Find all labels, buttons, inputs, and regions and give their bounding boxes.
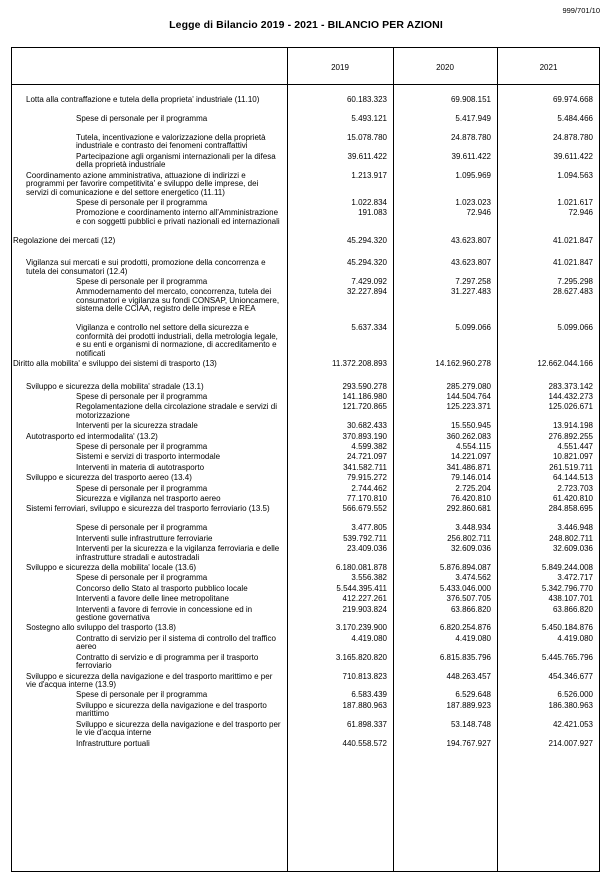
column-header-2021: 2021 <box>539 63 558 72</box>
value-2021: 5.450.184.876 <box>541 623 593 633</box>
program-row <box>12 172 599 199</box>
value-2019: 24.721.097 <box>346 452 387 462</box>
value-2021: 5.484.466 <box>557 113 593 123</box>
value-2019: 79.915.272 <box>346 473 387 483</box>
value-2019: 4.419.080 <box>351 633 387 643</box>
value-2019: 566.679.552 <box>342 504 387 514</box>
value-2021: 4.551.447 <box>557 442 593 452</box>
value-2020: 2.725.204 <box>455 483 491 493</box>
action-row <box>12 324 599 360</box>
row-label: Sviluppo e sicurezza della navigazione e del trasporto marittimo e per vie d'acqua interne (13.9) <box>26 671 273 690</box>
mission-row <box>12 360 599 370</box>
value-2020: 76.420.810 <box>450 493 491 503</box>
value-2019: 440.558.572 <box>342 738 387 748</box>
value-2019: 32.227.894 <box>346 287 387 297</box>
value-2019: 1.022.834 <box>351 197 387 207</box>
value-2020: 43.623.807 <box>450 235 491 245</box>
value-2019: 3.170.239.900 <box>335 623 387 633</box>
value-2020: 72.946 <box>466 208 491 218</box>
action-row <box>12 153 599 172</box>
row-label: Autotrasporto ed intermodalita' (13.2) <box>26 431 158 441</box>
row-label: Contratto di servizio e di programma per il trasporto ferroviario <box>76 652 259 671</box>
action-row <box>12 702 599 721</box>
value-2021: 7.295.298 <box>557 277 593 287</box>
value-2019: 187.880.963 <box>342 700 387 710</box>
row-label: Sostegno allo sviluppo del trasporto (13.8) <box>26 623 176 633</box>
mission-row <box>12 237 599 247</box>
row-label: Spese di personale per il programma <box>76 523 208 533</box>
row-label: Vigilanza e controllo nel settore della sicurezza e conformità dei prodotti industriali, della metrologia legale, e su enti e organismi di normazione, di accreditamento e notificati <box>76 323 278 358</box>
value-2021: 64.144.513 <box>552 473 593 483</box>
budget-table <box>11 47 600 872</box>
value-2021: 10.821.097 <box>552 452 593 462</box>
value-2019: 30.682.433 <box>346 421 387 431</box>
row-label: Sviluppo e sicurezza del trasporto aereo (13.4) <box>26 473 192 483</box>
value-2020: 43.623.807 <box>450 258 491 268</box>
value-2021: 5.445.765.796 <box>541 652 593 662</box>
value-2020: 5.099.066 <box>455 323 491 333</box>
row-label: Promozione e coordinamento interno all'Amministrazione e con soggetti pubblici e privati nazionali ed internazionali <box>76 208 280 226</box>
value-2021: 3.472.717 <box>557 573 593 583</box>
row-label: Infrastrutture portuali <box>76 738 150 748</box>
value-2019: 45.294.320 <box>346 235 387 245</box>
value-2021: 144.432.273 <box>548 391 593 401</box>
value-2019: 5.493.121 <box>351 113 387 123</box>
value-2021: 63.866.820 <box>552 604 593 614</box>
value-2021: 42.421.053 <box>552 719 593 729</box>
value-2019: 6.180.081.878 <box>335 562 387 572</box>
value-2019: 61.898.337 <box>346 719 387 729</box>
value-2019: 15.078.780 <box>346 132 387 142</box>
value-2019: 3.477.805 <box>351 523 387 533</box>
row-label: Regolazione dei mercati (12) <box>13 235 116 245</box>
row-label: Interventi per la sicurezza e la vigilanza ferroviaria e delle infrastrutture stradali e autostradali <box>76 544 280 562</box>
value-2020: 14.221.097 <box>450 452 491 462</box>
value-2020: 341.486.871 <box>446 462 491 472</box>
value-2020: 15.550.945 <box>450 421 491 431</box>
value-2021: 276.892.255 <box>548 431 593 441</box>
value-2021: 438.107.701 <box>548 594 593 604</box>
value-2021: 261.519.711 <box>549 462 593 472</box>
value-2021: 283.373.142 <box>548 381 593 391</box>
value-2021: 248.802.711 <box>549 533 593 543</box>
action-row <box>12 545 599 564</box>
value-2020: 14.162.960.278 <box>435 359 491 369</box>
action-row <box>12 115 599 134</box>
header-divider <box>12 84 599 85</box>
action-row <box>12 606 599 625</box>
value-2020: 6.820.254.876 <box>439 623 491 633</box>
value-2019: 370.893.190 <box>342 431 387 441</box>
action-row <box>12 403 599 422</box>
row-label: Spese di personale per il programma <box>76 573 208 583</box>
value-2019: 39.611.422 <box>347 151 387 161</box>
value-2020: 187.889.923 <box>446 700 491 710</box>
value-2020: 31.227.483 <box>450 287 491 297</box>
value-2020: 5.433.046.000 <box>439 583 491 593</box>
action-row <box>12 635 599 654</box>
value-2021: 24.878.780 <box>552 132 593 142</box>
value-2020: 1.023.023 <box>455 197 491 207</box>
table-body <box>12 96 599 750</box>
value-2020: 5.876.894.087 <box>439 562 491 572</box>
row-label: Sviluppo e sicurezza della navigazione e del trasporto marittimo <box>76 700 267 719</box>
value-2019: 77.170.810 <box>346 493 387 503</box>
value-2021: 5.099.066 <box>557 323 593 333</box>
value-2019: 5.544.395.411 <box>336 583 387 593</box>
row-label: Spese di personale per il programma <box>76 391 208 401</box>
value-2021: 69.974.668 <box>552 95 593 104</box>
value-2020: 292.860.681 <box>446 504 491 514</box>
value-2020: 63.866.820 <box>450 604 491 614</box>
value-2020: 4.554.115 <box>456 442 491 452</box>
row-label: Spese di personale per il programma <box>76 690 208 700</box>
value-2021: 5.342.796.770 <box>541 583 593 593</box>
value-2019: 60.183.323 <box>346 95 387 104</box>
row-label: Spese di personale per il programma <box>76 483 208 493</box>
row-label: Interventi per la sicurezza stradale <box>76 421 198 431</box>
value-2020: 285.279.080 <box>446 381 491 391</box>
value-2020: 448.263.457 <box>446 671 491 681</box>
value-2019: 539.792.711 <box>343 533 387 543</box>
value-2020: 24.878.780 <box>450 132 491 142</box>
value-2021: 4.419.080 <box>557 633 593 643</box>
row-label: Lotta alla contraffazione e tutela della proprieta' industriale (11.10) <box>26 95 260 104</box>
value-2020: 1.095.969 <box>455 170 491 180</box>
row-label: Spese di personale per il programma <box>76 442 208 452</box>
value-2021: 2.723.703 <box>557 483 593 493</box>
value-2021: 41.021.847 <box>552 258 593 268</box>
value-2020: 5.417.949 <box>455 113 491 123</box>
row-label: Vigilanza sui mercati e sui prodotti, promozione della concorrenza e tutela dei consumatori (12.4) <box>26 258 266 276</box>
page-title: Legge di Bilancio 2019 - 2021 - BILANCIO PER AZIONI <box>169 19 443 31</box>
program-row <box>12 673 599 692</box>
action-row <box>12 134 599 153</box>
value-2020: 256.802.711 <box>447 533 491 543</box>
value-2021: 12.662.044.166 <box>537 359 593 369</box>
row-label: Partecipazione agli organismi internazionali per la difesa della proprietà industriale <box>76 151 276 170</box>
row-label: Interventi in materia di autotrasporto <box>76 462 205 472</box>
row-label: Sistemi e servizi di trasporto intermodale <box>76 452 221 462</box>
value-2021: 5.849.244.008 <box>541 562 593 572</box>
row-label: Concorso dello Stato al trasporto pubblico locale <box>76 583 248 593</box>
value-2019: 6.583.439 <box>351 690 387 700</box>
value-2020: 79.146.014 <box>450 473 491 483</box>
value-2019: 710.813.823 <box>342 671 387 681</box>
value-2019: 3.556.382 <box>351 573 387 583</box>
value-2019: 23.409.036 <box>346 544 387 554</box>
value-2020: 125.223.371 <box>446 402 491 412</box>
row-label: Spese di personale per il programma <box>76 113 208 123</box>
row-label: Sicurezza e vigilanza nel trasporto aereo <box>76 493 221 503</box>
value-2020: 194.767.927 <box>446 738 491 748</box>
row-label: Sistemi ferroviari, sviluppo e sicurezza del trasporto ferroviario (13.5) <box>26 504 270 514</box>
program-row <box>12 96 599 115</box>
value-2020: 4.419.080 <box>455 633 491 643</box>
row-label: Ammodernamento del mercato, concorrenza, tutela dei consumatori e vigilanza su fondi CONSAP, Unioncamere, sistema delle CCIAA, registro delle imprese e REA <box>76 287 280 314</box>
value-2019: 1.213.917 <box>351 170 387 180</box>
value-2019: 11.372.208.893 <box>331 359 387 369</box>
value-2021: 214.007.927 <box>548 738 593 748</box>
value-2020: 3.474.562 <box>455 573 491 583</box>
action-row <box>12 288 599 324</box>
row-label: Sviluppo e sicurezza della mobilita' stradale (13.1) <box>26 381 204 391</box>
value-2019: 121.720.865 <box>342 402 387 412</box>
value-2021: 186.380.963 <box>548 700 593 710</box>
value-2021: 41.021.847 <box>552 235 593 245</box>
value-2020: 7.297.258 <box>455 277 491 287</box>
row-label: Spese di personale per il programma <box>76 197 208 207</box>
action-row <box>12 654 599 673</box>
value-2021: 61.420.810 <box>552 493 593 503</box>
row-label: Spese di personale per il programma <box>76 277 208 287</box>
row-label: Diritto alla mobilita' e sviluppo dei sistemi di trasporto (13) <box>13 359 217 369</box>
row-label: Coordinamento azione amministrativa, attuazione di indirizzi e programmi per favorire competitivita' e sviluppo delle imprese, dei servizi di comunicazione e del settore energetico (11.11) <box>26 170 259 197</box>
value-2021: 454.346.677 <box>548 671 593 681</box>
value-2020: 32.609.036 <box>450 544 491 554</box>
value-2019: 412.227.261 <box>342 594 387 604</box>
value-2020: 6.529.648 <box>455 690 491 700</box>
value-2019: 7.429.092 <box>351 277 387 287</box>
action-row <box>12 721 599 740</box>
row-label: Sviluppo e sicurezza della navigazione e del trasporto per le vie d'acqua interne <box>76 719 281 738</box>
value-2019: 4.599.382 <box>351 442 387 452</box>
value-2021: 28.627.483 <box>552 287 593 297</box>
value-2021: 72.946 <box>568 208 593 218</box>
value-2021: 1.094.563 <box>557 170 593 180</box>
value-2020: 376.507.705 <box>446 594 491 604</box>
row-label: Sviluppo e sicurezza della mobilita' locale (13.6) <box>26 562 197 572</box>
value-2019: 2.744.462 <box>351 483 387 493</box>
value-2019: 45.294.320 <box>346 258 387 268</box>
row-label: Interventi a favore di ferrovie in concessione ed in gestione governativa <box>76 604 253 622</box>
value-2021: 13.914.198 <box>552 421 593 431</box>
value-2021: 6.526.000 <box>557 690 593 700</box>
value-2019: 191.083 <box>358 208 387 218</box>
action-row <box>12 740 599 750</box>
value-2020: 53.148.748 <box>450 719 491 729</box>
value-2019: 341.582.711 <box>343 462 387 472</box>
program-row <box>12 505 599 524</box>
value-2020: 360.262.083 <box>446 431 491 441</box>
action-row <box>12 209 599 236</box>
row-label: Interventi sulle infrastrutture ferroviarie <box>76 533 213 543</box>
row-label: Contratto di servizio per il sistema di controllo del traffico aereo <box>76 633 276 652</box>
value-2019: 141.186.980 <box>342 391 387 401</box>
value-2019: 293.590.278 <box>342 381 387 391</box>
row-label: Regolamentazione della circolazione stradale e servizi di motorizzazione <box>76 402 277 420</box>
document-reference: 999/701/10 <box>562 6 600 15</box>
column-header-2020: 2020 <box>436 63 454 72</box>
row-label: Interventi a favore delle linee metropolitane <box>76 594 229 604</box>
value-2021: 39.611.422 <box>553 151 593 161</box>
value-2019: 3.165.820.820 <box>335 652 387 662</box>
value-2020: 3.448.934 <box>455 523 491 533</box>
value-2021: 32.609.036 <box>552 544 593 554</box>
value-2021: 284.858.695 <box>548 504 593 514</box>
value-2020: 39.611.422 <box>451 151 491 161</box>
value-2021: 3.446.948 <box>557 523 593 533</box>
action-row <box>12 595 599 605</box>
column-header-2019: 2019 <box>331 63 349 72</box>
program-row <box>12 259 599 278</box>
value-2021: 1.021.617 <box>557 197 593 207</box>
value-2020: 69.908.151 <box>450 95 491 104</box>
value-2020: 144.504.764 <box>446 391 491 401</box>
row-label: Tutela, incentivazione e valorizzazione della proprietà industriale e contrasto dei fenomeni contraffattivi <box>76 132 266 151</box>
value-2020: 6.815.835.796 <box>439 652 491 662</box>
value-2019: 5.637.334 <box>351 323 387 333</box>
value-2019: 219.903.824 <box>342 604 387 614</box>
value-2021: 125.026.671 <box>548 402 593 412</box>
